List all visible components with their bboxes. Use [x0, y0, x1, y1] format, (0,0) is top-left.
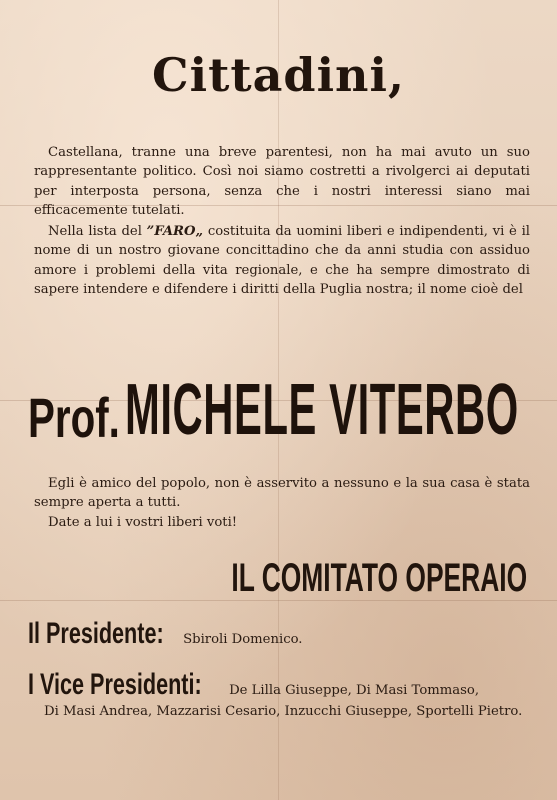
vice-presidents-first: De Lilla Giuseppe, Di Masi Tommaso, [229, 683, 480, 698]
president-line [28, 617, 302, 651]
vice-presidents-block [28, 668, 528, 721]
president-name: Sbiroli Domenico. [183, 632, 303, 647]
list-text-before: Nella lista del [48, 224, 147, 239]
committee-name: IL COMITATO OPERAIO [231, 556, 527, 600]
list-text-after: costituita da uomini liberi e indipendenti, vi è il nome di un nostro giovane concittadino che da anni studia con assiduo amore i problemi della vita regionale, e che ha sempre dimostrato di sapere intendere e difendere i diritti della Puglia nostra; il nome cioè del [34, 224, 531, 298]
list-text [34, 222, 530, 300]
candidate-name-block [28, 350, 533, 450]
intro-text: Castellana, tranne una breve parentesi, non ha mai avuto un suo rappresentante politico. Così noi siamo costretti a rivolgerci ai deputati per interposta persona, senza che i nostri interessi siano mai efficacemente tutelati. [34, 145, 530, 219]
candidate-name: MICHELE VITERBO [125, 370, 519, 450]
candidate-prefix: Prof. [28, 386, 120, 449]
vice-presidents-line [28, 668, 528, 702]
vice-presidents-label: I Vice Presidenti: [28, 668, 202, 701]
president-label: Il Presidente: [28, 617, 164, 650]
list-paragraph [34, 222, 530, 300]
vice-presidents-rest: Di Masi Andrea, Mazzarisi Cesario, Inzucchi Giuseppe, Sportelli Pietro. [44, 704, 523, 719]
intro-paragraph [34, 143, 530, 221]
closing-paragraph [34, 474, 530, 532]
list-name: ”FARO„ [146, 224, 204, 239]
closing-text-2: Date a lui i vostri liberi voti! [48, 514, 238, 530]
closing-text-1: Egli è amico del popolo, non è asservito a nessuno e la sua casa è stata sempre aperta a tutti. [34, 476, 530, 511]
poster-title: Cittadini, [152, 48, 405, 102]
